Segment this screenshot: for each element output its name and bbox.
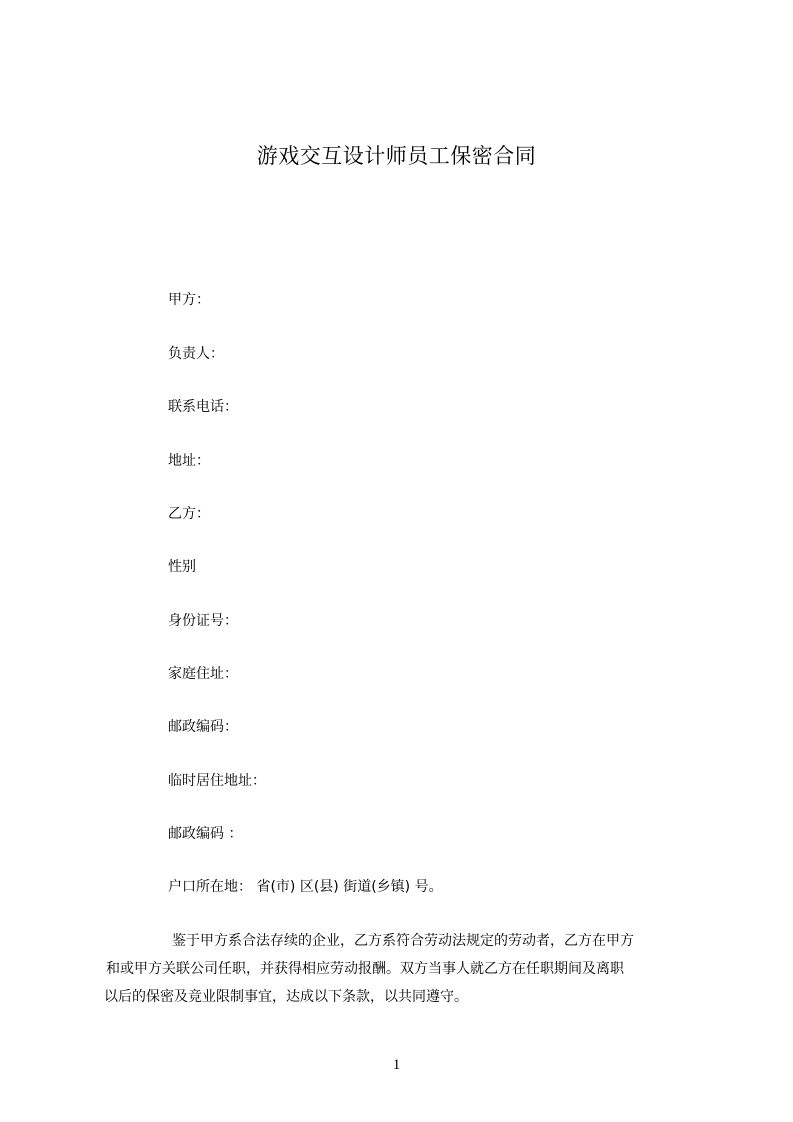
document-title: 游戏交互设计师员工保密合同 (256, 144, 537, 168)
field-address: 地址： (168, 453, 210, 469)
field-party-b: 乙方： (168, 506, 210, 522)
field-home-address: 家庭住址： (168, 666, 238, 682)
field-postal-code: 邮政编码： (168, 719, 238, 735)
field-responsible-person: 负责人： (168, 346, 224, 362)
paragraph-line-3: 以后的保密及竞业限制事宜，达成以下条款，以共同遵守。 (104, 989, 468, 1005)
field-contact-phone: 联系电话： (168, 399, 238, 415)
field-id-number: 身份证号： (168, 613, 238, 629)
field-party-a: 甲方： (168, 292, 210, 308)
field-temporary-address: 临时居住地址： (168, 773, 266, 789)
field-household-registration: 户口所在地： 省(市) 区(县) 街道(乡镇) 号。 (168, 879, 443, 895)
paragraph-line-2: 和或甲方关联公司任职，并获得相应劳动报酬。双方当事人就乙方在任职期间及离职 (106, 961, 624, 977)
page-number: 1 (392, 1057, 401, 1073)
field-gender: 性别 (168, 559, 196, 575)
paragraph-line-1: 鉴于甲方系合法存续的企业，乙方系符合劳动法规定的劳动者，乙方在甲方 (172, 933, 634, 949)
field-postal-code-2: 邮政编码 ： (168, 826, 243, 842)
